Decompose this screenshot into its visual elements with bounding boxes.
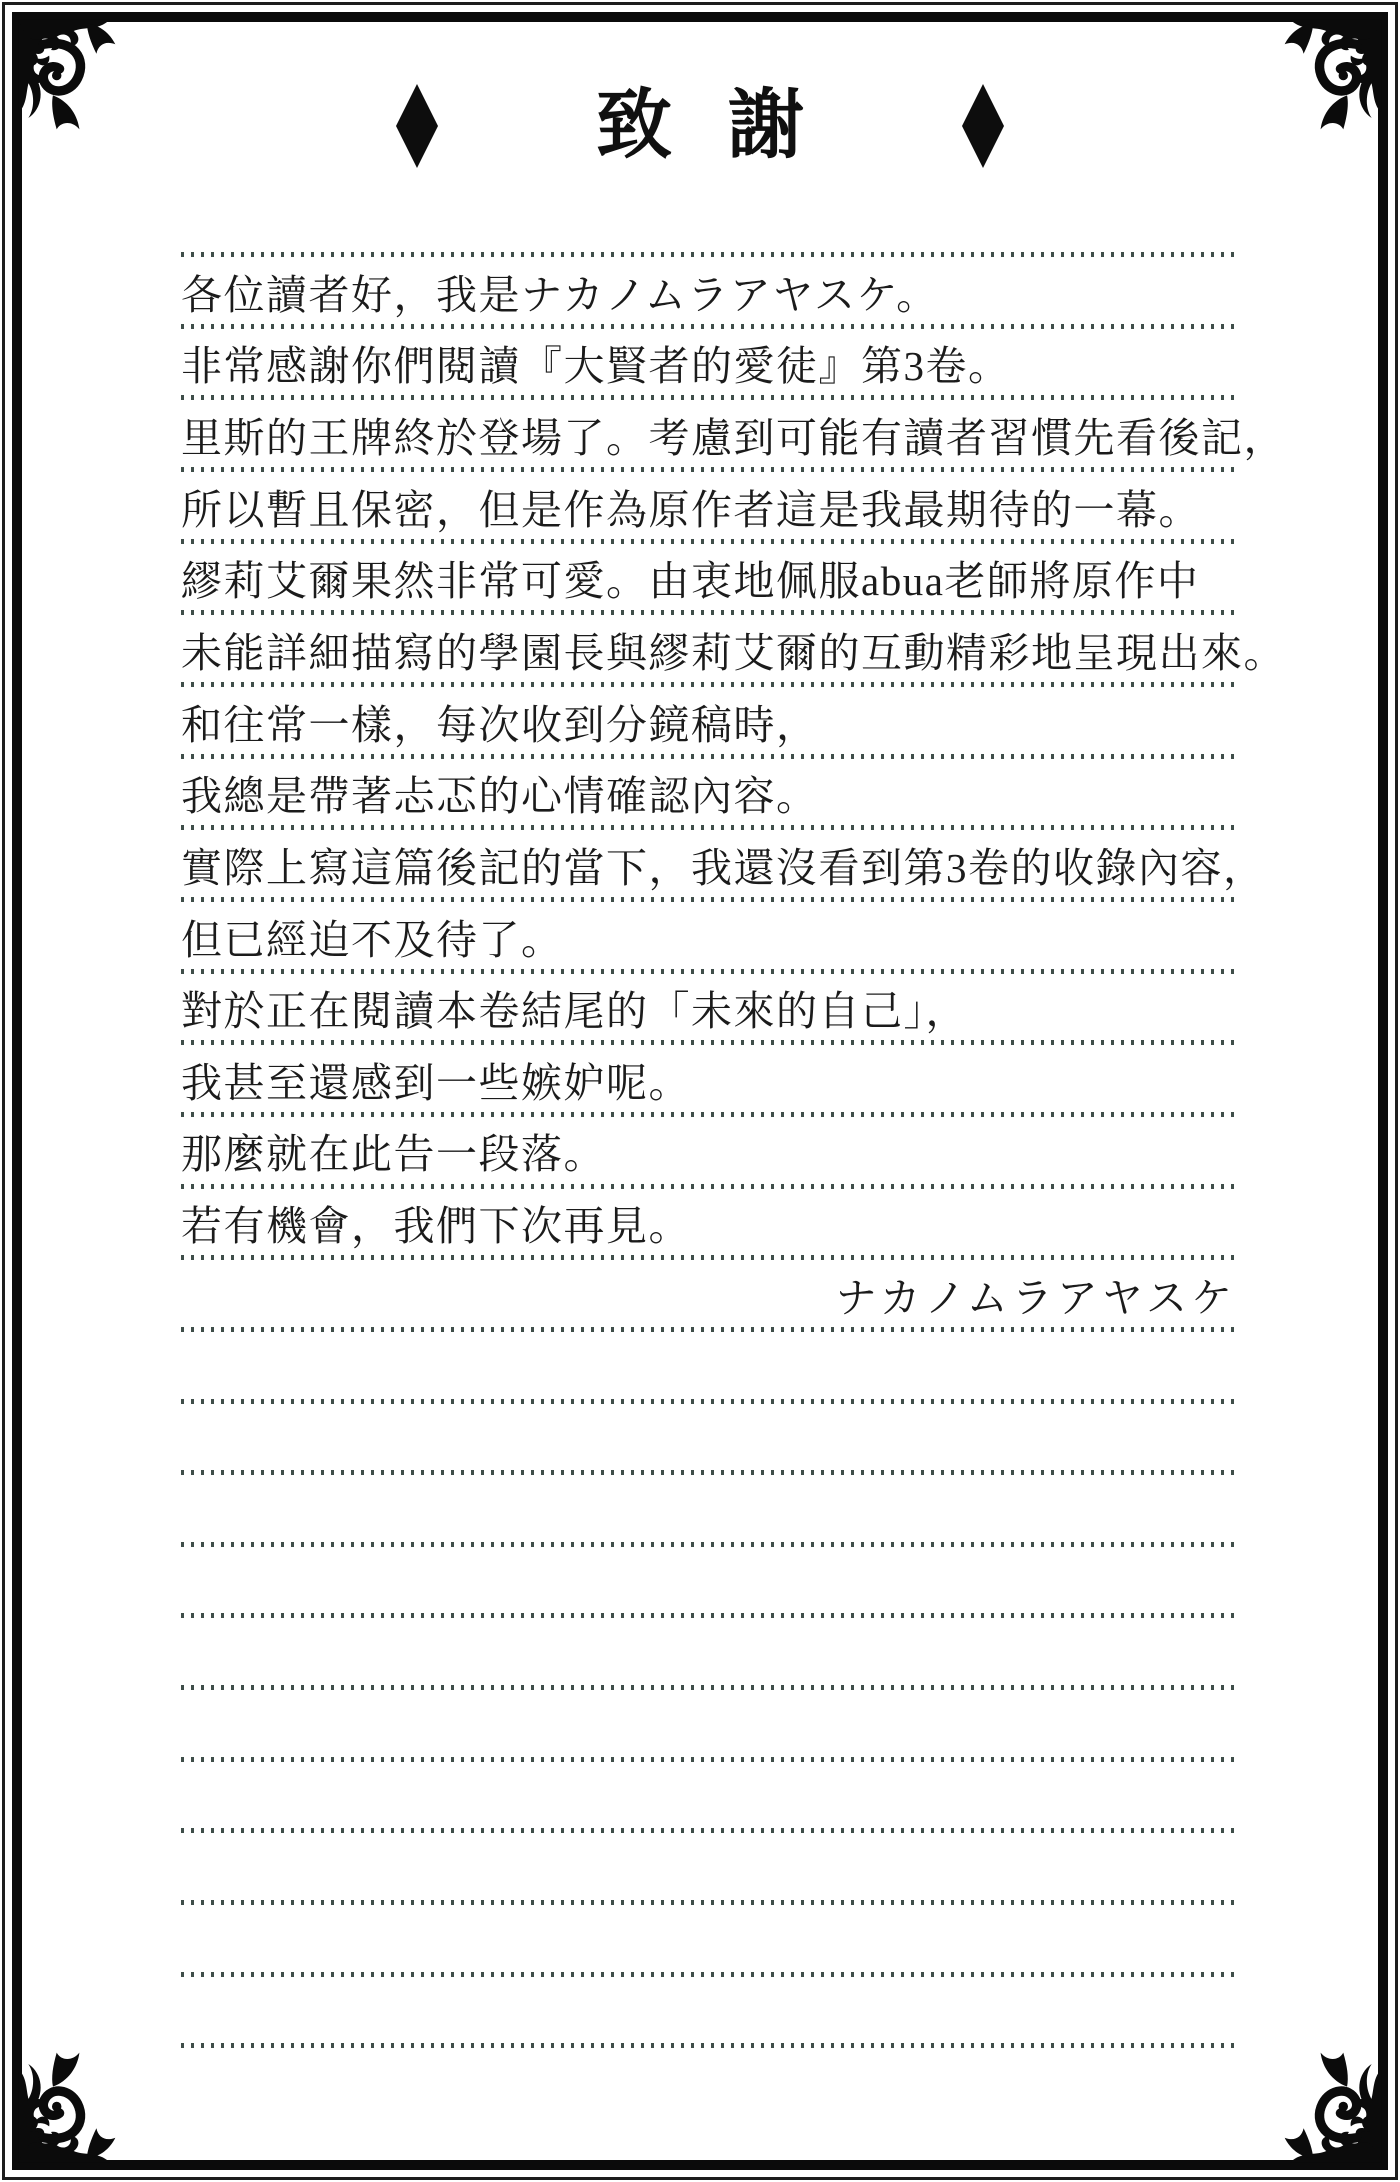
text-line [181, 687, 1236, 759]
page-title: 致謝 [596, 84, 860, 168]
ruled-line [181, 1618, 1236, 1690]
line-text: 我總是帶著忐忑的心情確認內容。 [181, 773, 819, 820]
text-line [181, 329, 1236, 401]
ruled-line [181, 1833, 1236, 1905]
text-line [181, 400, 1286, 472]
author-signature: ナカノムラアヤスケ [835, 1274, 1236, 1321]
line-text: 里斯的王牌終於登場了。考慮到可能有讀者習慣先看後記， [181, 414, 1286, 461]
line-text: 繆莉艾爾果然非常可愛。由衷地佩服abua老師將原作中 [181, 558, 1200, 605]
text-line [181, 974, 1236, 1046]
line-text: 實際上寫這篇後記的當下，我還沒看到第3卷的收錄內容， [181, 844, 1266, 891]
ruled-line [181, 1762, 1236, 1834]
ruled-line [181, 1690, 1236, 1762]
ruled-line [181, 1547, 1236, 1619]
text-line [181, 257, 1236, 329]
diamond-icon [396, 84, 438, 168]
ruled-line [181, 1475, 1236, 1547]
text-line [181, 902, 1236, 974]
diamond-icon [962, 84, 1004, 168]
line-text: 我甚至還感到一些嫉妒呢。 [181, 1059, 691, 1106]
text-line [181, 830, 1266, 902]
line-text: 對於正在閱讀本卷結尾的「未來的自己」， [181, 988, 968, 1035]
line-text: 那麼就在此告一段落。 [181, 1131, 606, 1178]
line-text: 所以暫且保密，但是作為原作者這是我最期待的一幕。 [181, 486, 1201, 533]
line-text: 各位讀者好，我是ナカノムラアヤスケ。 [181, 271, 939, 318]
page-header [0, 84, 1400, 168]
line-text: 若有機會，我們下次再見。 [181, 1203, 691, 1250]
ruled-line [181, 1404, 1236, 1476]
text-line [181, 1189, 1236, 1261]
ruled-line [181, 1905, 1236, 1977]
ruled-line [181, 1977, 1236, 2049]
text-line [181, 1117, 1236, 1189]
signature-line [181, 1260, 1236, 1332]
corner-flourish-icon [17, 2031, 121, 2165]
text-line [181, 472, 1236, 544]
text-line [181, 544, 1236, 616]
line-text: 未能詳細描寫的學園長與繆莉艾爾的互動精彩地呈現出來。 [181, 629, 1286, 676]
line-text: 但已經迫不及待了。 [181, 916, 564, 963]
line-text: 和往常一樣，每次收到分鏡稿時， [181, 701, 819, 748]
corner-flourish-icon [1279, 2031, 1383, 2165]
text-line [181, 615, 1286, 687]
ruled-line [181, 1332, 1236, 1404]
text-line [181, 759, 1236, 831]
afterword-body [181, 252, 1286, 2048]
line-text: 非常感謝你們閱讀『大賢者的愛徒』第3卷。 [181, 343, 1011, 390]
text-line [181, 1045, 1236, 1117]
